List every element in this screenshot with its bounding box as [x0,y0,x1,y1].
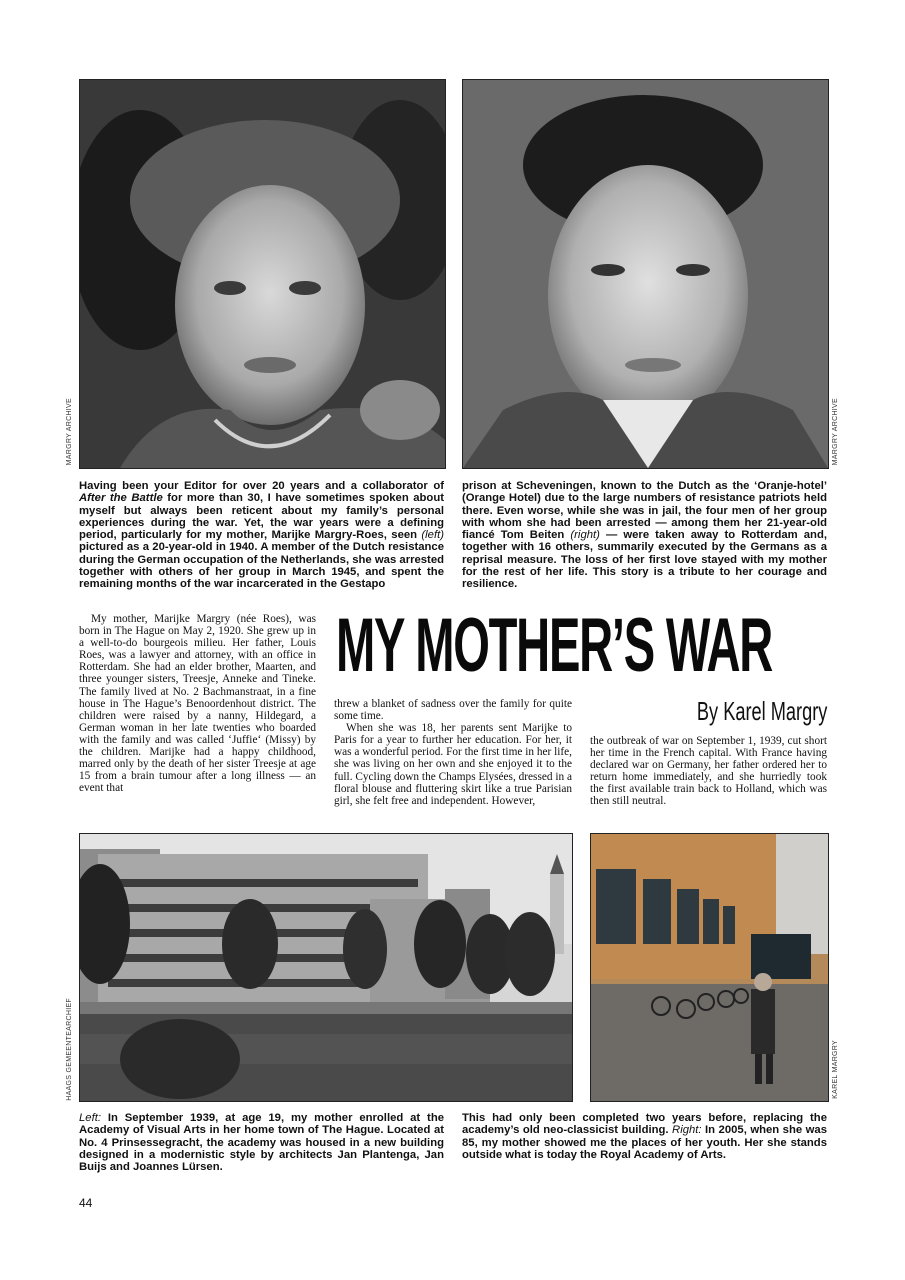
caption-direction: (right) [570,529,600,542]
article-byline: By Karel Margry [696,696,827,726]
caption-direction: (left) [421,529,444,542]
bottom-caption-text: In September 1939, at age 19, my mother enrolled at the Academy of Visual Arts in her home town of The Hague. Located at No. 4 Prinsessegracht, the academy was housed in a new building designed in a modernistic style by architects Jan Plantenga, Jan Buijs and Joannes Lürsen. [79,1112,444,1174]
magazine-title: After the Battle [79,492,163,505]
article-column-3 [590,735,827,808]
photo-credit-bottom-right: KAREL MARGRY [832,1040,839,1099]
intro-caption-left [79,480,444,591]
caption-direction: Left: [79,1112,101,1124]
intro-caption-text: pictured as a 20-year-old in 1940. A member of the Dutch resistance during the German occupation of the Netherlands, she was arrested together with others of her group in March 1945, and spent the remaining months of the war incarcerated in the Gestapo [79,541,444,591]
photo-credit-bottom-left: HAAGS GEMEENTEARCHIEF [66,998,73,1101]
portrait-photo-tom-beiten [462,79,829,469]
intro-caption-text: — were taken away to Rotterdam and, together with 16 others, summarily executed by the Germans as a reprisal measure. The loss of her first love stayed with my mother for the rest of her life. This story is a tribute to her courage and resilience. [462,529,827,591]
photo-credit-top-left: MARGRY ARCHIVE [66,398,73,466]
article-paragraph: the outbreak of war on September 1, 1939, cut short her time in the French capital. With France having declared war on Germany, her father ordered her to return home immediately, and she hurriedly took the first available train back to Holland, which was then still neutral. [590,735,827,808]
article-paragraph: threw a blanket of sadness over the family for quite some time. [334,698,572,723]
intro-caption-text: Having been your Editor for over 20 years and a collaborator of [79,480,444,492]
academy-building-photo [79,833,573,1102]
page-number: 44 [79,1196,93,1210]
article-paragraph: My mother, Marijke Margry (née Roes), was born in The Hague on May 2, 1920. She grew up in a well-to-do bourgeois milieu. Her father, Louis Roes, was a lawyer and attorney, with an office in Rotterdam. She had an elder brother, Maarten, and three younger sisters, Treesje, Anneke and Tineke. The family lived at No. 2 Bachmanstraat, in a fine house in The Hague’s Benoordenhout district. The children were raised by a nanny, Hildegard, a German woman in her late twenties who boarded with the family and was called ‘Juffie‘ (Missy) by the children. Marijke had a happy childhood, marred only by the death of her sister Treesje at age 15 from a brain tumour after a long illness — an event that [79,613,316,795]
caption-direction: Right: [672,1124,702,1137]
intro-caption-right [462,480,827,591]
portrait-photo-marijke [79,79,446,469]
article-title: MY MOTHER’S WAR [336,603,773,688]
mother-2005-photo [590,833,829,1102]
bottom-caption-right [462,1112,827,1161]
intro-caption-text: for more than 30, I have sometimes spoken about myself but always been reticent about my family’s personal experiences during the war. Yet, the war years were a defining period, particularly for my mother, Marijke Margry-Roes, seen [79,492,444,542]
photo-credit-top-right: MARGRY ARCHIVE [832,398,839,466]
bottom-caption-text: In 2005, when she was 85, my mother showed me the places of her youth. Her she stands outside what is today the Royal Academy of Arts. [462,1124,827,1161]
bottom-caption-text: This had only been completed two years before, replacing the academy’s old neo-classicist building. [462,1112,827,1137]
article-column-2 [334,698,572,807]
article-column-1 [79,613,316,794]
bottom-caption-left [79,1112,444,1173]
article-paragraph: When she was 18, her parents sent Marijke to Paris for a year to further her education. For her, it was a wonderful period. For the first time in her life, she was living on her own and she enjoyed it to the full. Cycling down the Champs Elysées, dressed in a floral blouse and fluttering skirt like a true Parisian girl, she felt free and independent. However, [334,722,572,807]
intro-caption-text: prison at Scheveningen, known to the Dutch as the ‘Oranje-hotel’ (Orange Hotel) due to the large numbers of resistance patriots held there. Even worse, while she was in jail, the four men of her group with whom she had been arrested — among them her 21-year-old fiancé Tom Beiten [462,480,827,542]
